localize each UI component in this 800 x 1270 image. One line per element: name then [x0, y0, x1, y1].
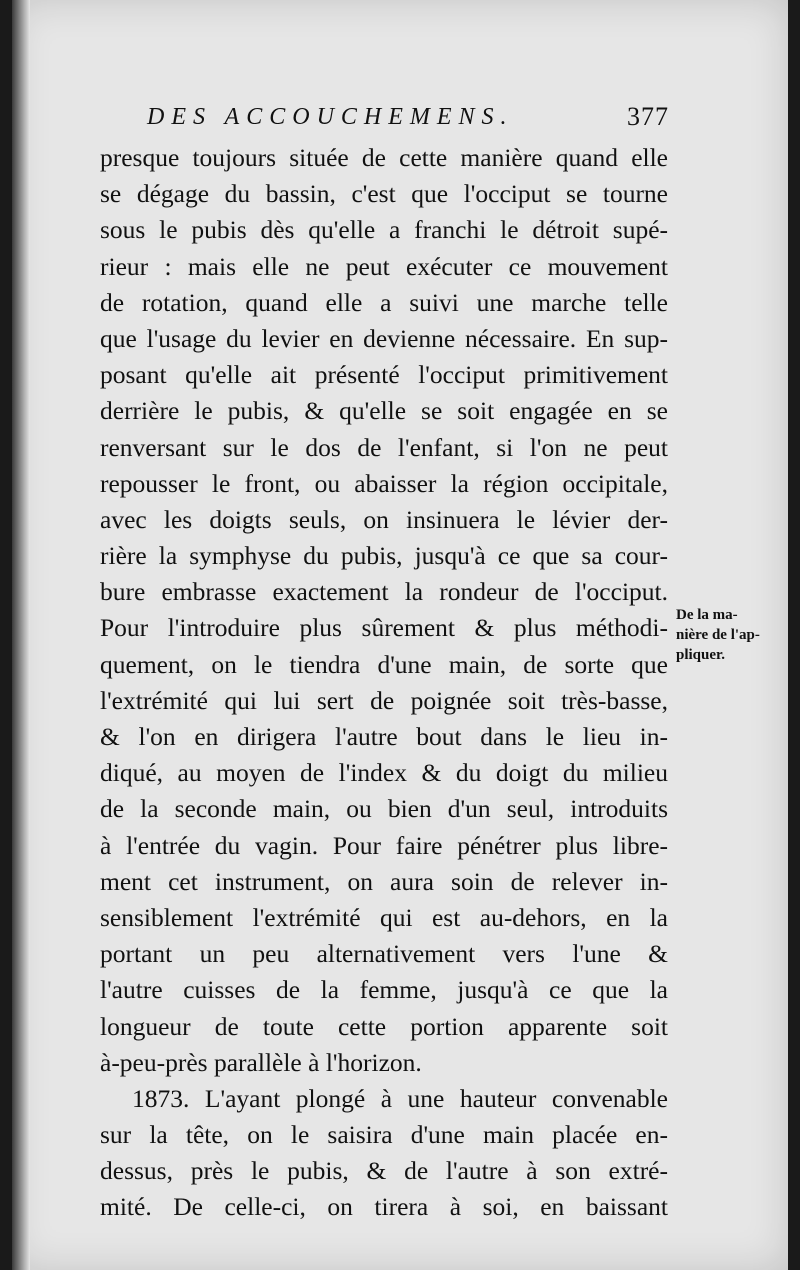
text-line: bure embrasse exactement la rondeur de l'occiput. [100, 577, 668, 607]
text-line: quement, on le tiendra d'une main, de sorte que [100, 649, 668, 679]
text-line: de rotation, quand elle a suivi une marche telle [100, 287, 668, 317]
text-line: que l'usage du levier en devienne nécessaire. En sup- [100, 323, 668, 353]
text-line: ment cet instrument, on aura soin de relever in- [100, 866, 668, 896]
text-line: à-peu-près parallèle à l'horizon. [100, 1047, 422, 1077]
text-line: repousser le front, ou abaisser la région occipitale, [100, 468, 668, 498]
text-line: dessus, près le pubis, & de l'autre à son extré- [100, 1156, 668, 1186]
margin-note-line: De la ma- [676, 607, 738, 623]
text-line: avec les doigts seuls, on insinuera le lévier der- [100, 504, 668, 534]
text-line: longueur de toute cette portion apparente soit [100, 1011, 668, 1041]
book-page [12, 0, 788, 1270]
text-line: sensiblement l'extrémité qui est au-dehors, en la [100, 902, 668, 932]
text-line: sous le pubis dès qu'elle a franchi le détroit supé- [100, 215, 668, 245]
page-spine-shadow [12, 0, 30, 1270]
margin-note-line: pliquer. [676, 647, 726, 663]
text-line: de la seconde main, ou bien d'un seul, introduits [100, 794, 668, 824]
text-line: l'autre cuisses de la femme, jusqu'à ce que la [100, 975, 668, 1005]
text-line: Pour l'introduire plus sûrement & plus méthodi- [100, 613, 668, 643]
text-line: derrière le pubis, & qu'elle se soit engagée en se [100, 396, 668, 426]
margin-note [676, 605, 786, 665]
text-line: se dégage du bassin, c'est que l'occiput se tourne [100, 179, 668, 209]
text-line: 1873. L'ayant plongé à une hauteur convenable [132, 1083, 668, 1113]
body-text [100, 140, 668, 1226]
text-line: rière la symphyse du pubis, jusqu'à ce que sa cour- [100, 541, 668, 571]
text-line: presque toujours située de cette manière quand elle [100, 143, 668, 172]
text-line: posant qu'elle ait présenté l'occiput primitivement [100, 360, 668, 390]
text-line: à l'entrée du vagin. Pour faire pénétrer plus libre- [100, 830, 668, 860]
text-line: mité. De celle-ci, on tirera à soi, en baissant [100, 1192, 668, 1222]
running-title: DES ACCOUCHEMENS. [147, 104, 514, 130]
text-line: l'extrémité qui lui sert de poignée soit très-basse, [100, 685, 668, 715]
text-line: renversant sur le dos de l'enfant, si l'on ne peut [100, 432, 668, 462]
text-line: & l'on en dirigera l'autre bout dans le lieu in- [100, 722, 668, 751]
text-line: portant un peu alternativement vers l'une & [100, 939, 668, 969]
margin-note-line: nière de l'ap- [676, 627, 760, 643]
text-line: diqué, au moyen de l'index & du doigt du milieu [100, 758, 668, 788]
page-number: 377 [627, 102, 669, 131]
text-line: sur la tête, on le saisira d'une main placée en- [100, 1120, 668, 1150]
text-line: rieur : mais elle ne peut exécuter ce mouvement [100, 251, 668, 281]
running-header [147, 98, 667, 138]
